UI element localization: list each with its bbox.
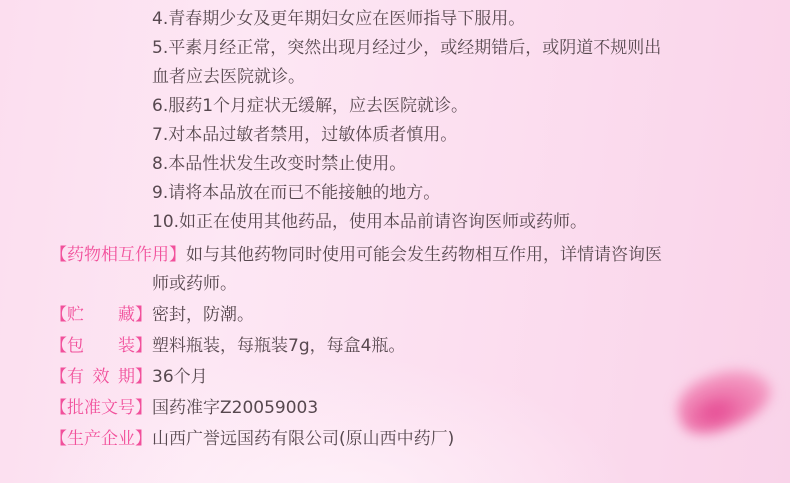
label-bracket-close: 】 — [135, 398, 152, 418]
label-bracket-close: 】 — [169, 245, 186, 265]
label-bracket-open: 【 — [50, 398, 67, 418]
spec-value: 塑料瓶装，每瓶装7g，每盒4瓶。 — [152, 336, 406, 356]
label-bracket-open: 【 — [50, 429, 67, 449]
spec-label — [50, 245, 186, 265]
spec-label — [50, 305, 152, 325]
label-bracket-close: 】 — [135, 336, 152, 356]
label-bracket-open: 【 — [50, 305, 67, 325]
spec-row-storage — [50, 301, 672, 330]
spec-label-text: 贮藏 — [67, 305, 135, 325]
precaution-item: 6.服药1个月症状无缓解，应去医院就诊。 — [152, 96, 469, 116]
label-bracket-open: 【 — [50, 367, 67, 387]
spec-row-drug-interactions — [50, 241, 672, 299]
spec-value: 山西广誉远国药有限公司(原山西中药厂) — [152, 429, 455, 449]
spec-label — [50, 336, 152, 356]
spec-value: 密封，防潮。 — [152, 305, 254, 325]
precaution-item: 5.平素月经正常，突然出现月经过少，或经期错后，或阴道不规则出血者应去医院就诊。 — [152, 38, 662, 87]
label-bracket-close: 】 — [135, 367, 152, 387]
spec-row-approval-number — [50, 394, 672, 423]
precaution-item: 4.青春期少女及更年期妇女应在医师指导下服用。 — [152, 9, 526, 29]
spec-label — [50, 429, 152, 449]
spec-label-text: 生产企业 — [67, 429, 135, 449]
spec-label-text: 有效期 — [67, 367, 135, 387]
spec-label-text: 药物相互作用 — [67, 245, 169, 265]
spec-value: 36个月 — [152, 367, 208, 387]
spec-row-manufacturer — [50, 425, 672, 454]
spec-label — [50, 367, 152, 387]
precaution-item: 10.如正在使用其他药品，使用本品前请咨询医师或药师。 — [152, 212, 588, 232]
label-bracket-open: 【 — [50, 336, 67, 356]
spec-row-shelf-life — [50, 363, 672, 392]
spec-row-packaging — [50, 332, 672, 361]
precaution-item: 7.对本品过敏者禁用，过敏体质者慎用。 — [152, 125, 458, 145]
label-bracket-close: 】 — [135, 305, 152, 325]
precautions-list — [152, 5, 674, 237]
label-bracket-close: 】 — [135, 429, 152, 449]
spec-label — [50, 398, 152, 418]
precaution-item: 9.请将本品放在而已不能接触的地方。 — [152, 183, 441, 203]
spec-label-text: 批准文号 — [67, 398, 135, 418]
spec-section — [50, 241, 740, 454]
label-bracket-open: 【 — [50, 245, 67, 265]
precaution-item: 8.本品性状发生改变时禁止使用。 — [152, 154, 407, 174]
spec-label-text: 包装 — [67, 336, 135, 356]
spec-value: 国药准字Z20059003 — [152, 398, 319, 418]
spec-value: 如与其他药物同时使用可能会发生药物相互作用，详情请咨询医师或药师。 — [152, 245, 662, 294]
